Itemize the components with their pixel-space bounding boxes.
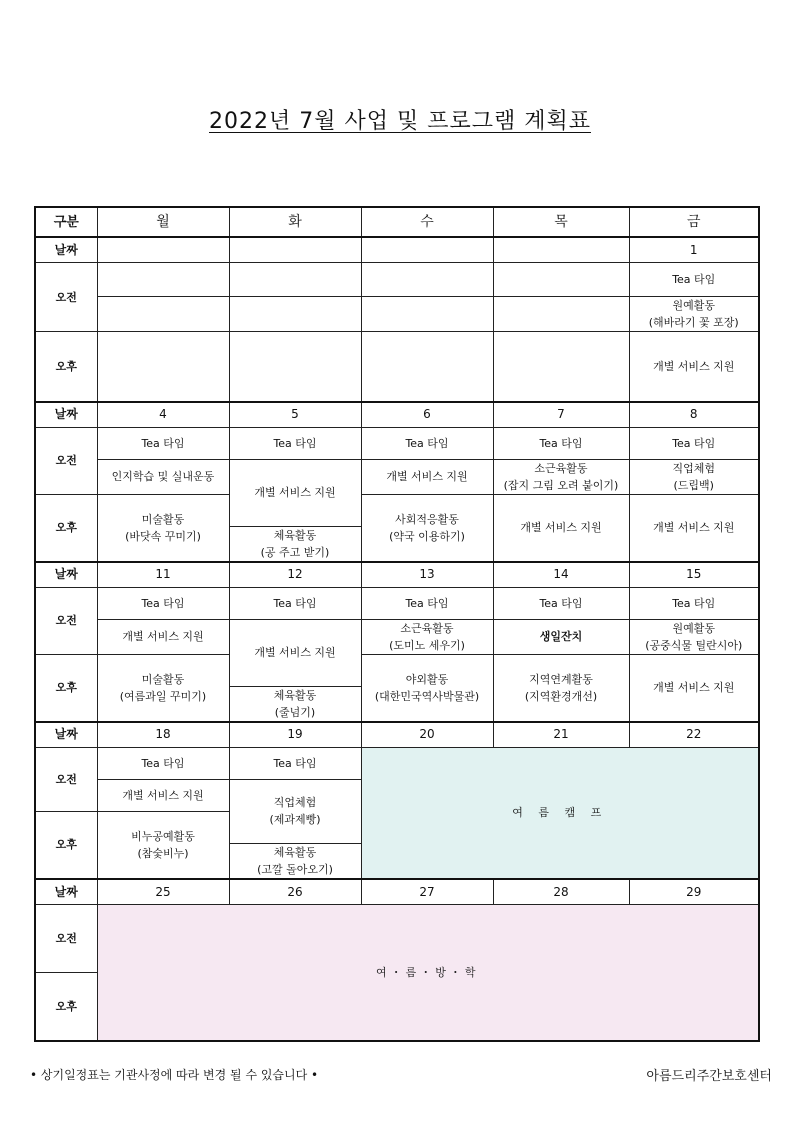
date-label: 날짜 [35, 237, 97, 263]
date-cell [493, 237, 629, 263]
activity-cell: Tea 타임 [629, 263, 759, 297]
activity-cell: 사회적응활동 (약국 이용하기) [361, 494, 493, 562]
date-cell: 28 [493, 879, 629, 905]
empty-cell [229, 263, 361, 297]
date-cell: 8 [629, 402, 759, 428]
activity-cell: Tea 타임 [229, 427, 361, 459]
date-label: 날짜 [35, 879, 97, 905]
empty-cell [493, 297, 629, 332]
date-cell: 18 [97, 722, 229, 748]
pm-label: 오후 [35, 973, 97, 1041]
activity-cell: 개별 서비스 지원 [629, 654, 759, 722]
day-tue: 화 [229, 207, 361, 237]
activity-cell: 지역연계활동 (지역환경개선) [493, 654, 629, 722]
activity-cell: 원예활동 (공중식물 틸란시아) [629, 619, 759, 654]
date-cell: 20 [361, 722, 493, 748]
date-cell: 11 [97, 562, 229, 588]
date-cell: 5 [229, 402, 361, 428]
pm-label: 오후 [35, 494, 97, 562]
activity-cell: 개별 서비스 지원 [97, 619, 229, 654]
activity-cell: Tea 타임 [97, 747, 229, 779]
activity-cell: 개별 서비스 지원 [361, 459, 493, 494]
date-row [35, 562, 759, 588]
am-label: 오전 [35, 427, 97, 494]
am-label: 오전 [35, 905, 97, 973]
activity-cell: Tea 타임 [229, 587, 361, 619]
schedule-table [34, 206, 760, 1042]
activity-cell: 직업체험 (제과제빵) [229, 779, 361, 843]
date-label: 날짜 [35, 722, 97, 748]
pm-label: 오후 [35, 811, 97, 879]
activity-cell: 미술활동 (바닷속 꾸미기) [97, 494, 229, 562]
activity-cell: Tea 타임 [97, 587, 229, 619]
day-thu: 목 [493, 207, 629, 237]
activity-cell: 개별 서비스 지원 [629, 494, 759, 562]
date-cell: 25 [97, 879, 229, 905]
activity-cell: 소근육활동 (잡지 그림 오려 붙이기) [493, 459, 629, 494]
empty-cell [361, 263, 493, 297]
date-cell: 7 [493, 402, 629, 428]
activity-cell: 미술활동 (여름과일 꾸미기) [97, 654, 229, 722]
date-cell: 15 [629, 562, 759, 588]
activity-cell: 비누공예활동 (참숯비누) [97, 811, 229, 879]
am-label: 오전 [35, 747, 97, 811]
date-cell: 26 [229, 879, 361, 905]
activity-cell: 인지학습 및 실내운동 [97, 459, 229, 494]
empty-cell [97, 332, 229, 402]
activity-cell: 개별 서비스 지원 [97, 779, 229, 811]
day-wed: 수 [361, 207, 493, 237]
pm-label: 오후 [35, 332, 97, 402]
empty-cell [493, 332, 629, 402]
date-cell: 27 [361, 879, 493, 905]
empty-cell [361, 297, 493, 332]
activity-cell: 개별 서비스 지원 [493, 494, 629, 562]
activity-cell: 개별 서비스 지원 [229, 619, 361, 686]
date-row [35, 237, 759, 263]
activity-cell: 체육활동 (고깔 돌아오기) [229, 843, 361, 879]
empty-cell [493, 263, 629, 297]
activity-cell: Tea 타임 [629, 587, 759, 619]
date-cell [97, 237, 229, 263]
empty-cell [229, 297, 361, 332]
activity-cell: 원예활동 (해바라기 꽃 포장) [629, 297, 759, 332]
center-name: 아름드리주간보호센터 [646, 1069, 772, 1084]
activity-cell: Tea 타임 [493, 587, 629, 619]
date-cell: 13 [361, 562, 493, 588]
page-title: 2022년 7월 사업 및 프로그램 계획표 [209, 109, 591, 134]
activity-cell: 체육활동 (줄넘기) [229, 686, 361, 722]
date-cell: 12 [229, 562, 361, 588]
activity-cell: 소근육활동 (도미노 세우기) [361, 619, 493, 654]
date-row [35, 722, 759, 748]
am-label: 오전 [35, 263, 97, 332]
am-label: 오전 [35, 587, 97, 654]
activity-cell: Tea 타임 [97, 427, 229, 459]
activity-cell: 개별 서비스 지원 [629, 332, 759, 402]
date-cell: 1 [629, 237, 759, 263]
date-cell: 4 [97, 402, 229, 428]
date-label: 날짜 [35, 562, 97, 588]
date-cell [229, 237, 361, 263]
activity-cell: 체육활동 (공 주고 받기) [229, 526, 361, 562]
activity-cell: 개별 서비스 지원 [229, 459, 361, 526]
activity-cell: 직업체험 (드립백) [629, 459, 759, 494]
activity-cell: Tea 타임 [629, 427, 759, 459]
header-label: 구분 [35, 207, 97, 237]
date-cell: 21 [493, 722, 629, 748]
pm-label: 오후 [35, 654, 97, 722]
activity-cell: Tea 타임 [361, 587, 493, 619]
date-cell: 14 [493, 562, 629, 588]
empty-cell [361, 332, 493, 402]
date-row [35, 402, 759, 428]
empty-cell [97, 263, 229, 297]
activity-cell: 야외활동 (대한민국역사박물관) [361, 654, 493, 722]
activity-cell: 생일잔치 [493, 619, 629, 654]
summer-vacation-cell: 여・름・방・학 [97, 905, 759, 1041]
footnote: • 상기일정표는 기관사정에 따라 변경 될 수 있습니다 • [30, 1068, 319, 1082]
date-cell [361, 237, 493, 263]
activity-cell: Tea 타임 [229, 747, 361, 779]
date-cell: 22 [629, 722, 759, 748]
date-cell: 6 [361, 402, 493, 428]
day-fri: 금 [629, 207, 759, 237]
empty-cell [229, 332, 361, 402]
day-mon: 월 [97, 207, 229, 237]
date-cell: 29 [629, 879, 759, 905]
date-label: 날짜 [35, 402, 97, 428]
activity-cell: Tea 타임 [361, 427, 493, 459]
header-row [35, 207, 759, 237]
empty-cell [97, 297, 229, 332]
date-row [35, 879, 759, 905]
summer-camp-cell: 여 름 캠 프 [361, 747, 759, 879]
date-cell: 19 [229, 722, 361, 748]
activity-cell: Tea 타임 [493, 427, 629, 459]
